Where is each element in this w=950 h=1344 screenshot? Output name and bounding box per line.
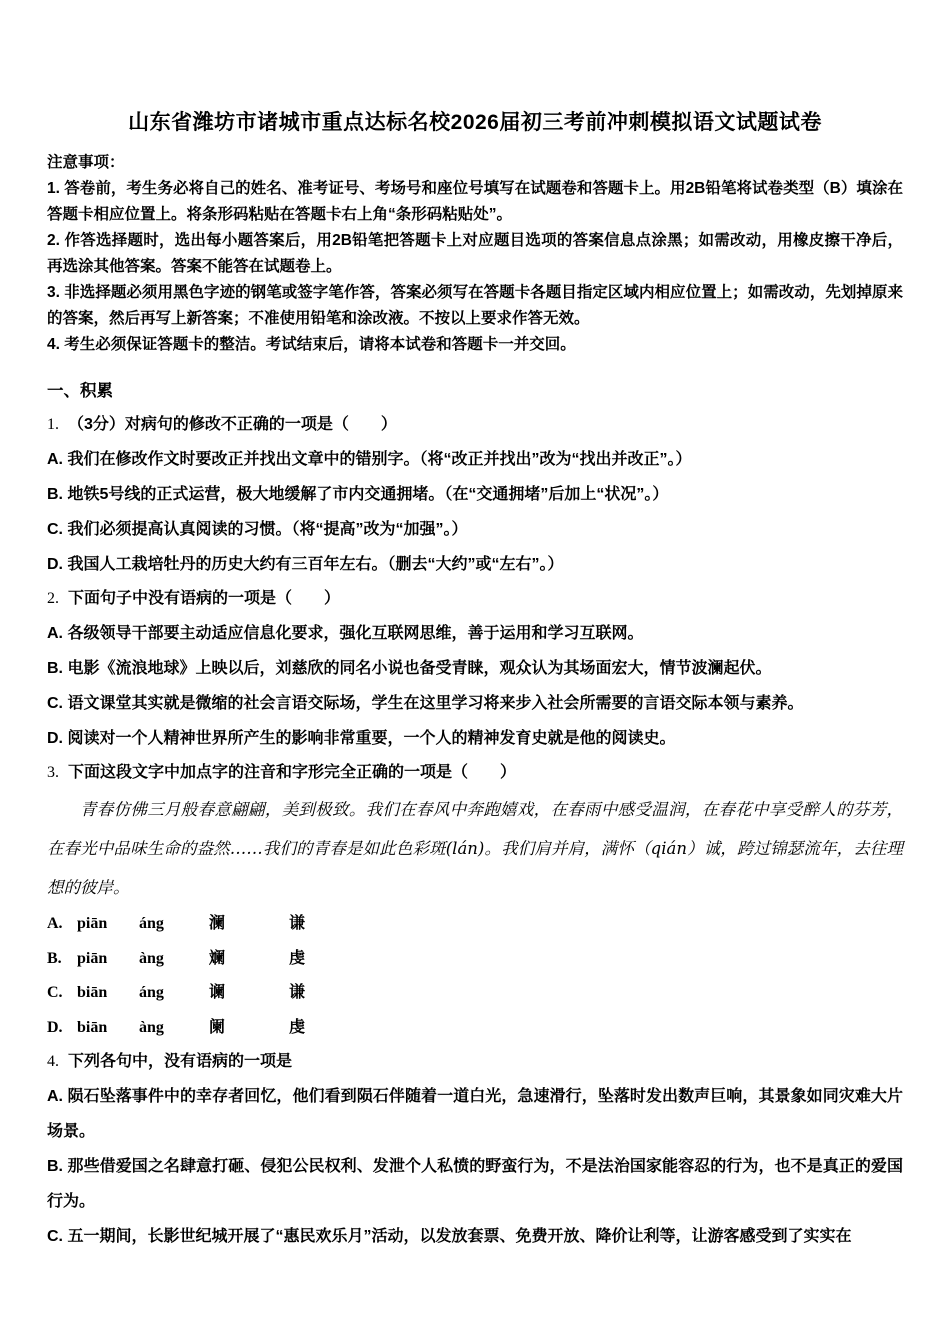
pinyin-col: biān (77, 984, 108, 1001)
option-letter: C. (47, 984, 63, 1001)
notice-item: 3. 非选择题必须用黑色字迹的钢笔或签字笔作答，答案必须写在答题卡各题目指定区域内相应位置上；如需改动，先划掉原来的答案，然后再写上新答案；不准使用铅笔和涂改液。不按以上要求作答无效。 (47, 284, 903, 327)
question-4-line (47, 1045, 903, 1079)
question-1-option-d: D. 我国人工栽培牡丹的历史大约有三百年左右。（删去“大约”或“左右”。） (47, 556, 564, 573)
question-1-line (47, 408, 903, 442)
question-number: 4. (47, 1053, 59, 1070)
pinyin-col: áng (139, 984, 164, 1001)
question-3-option-a (47, 907, 903, 942)
char-col: 虔 (289, 1018, 306, 1036)
option-letter: A. (47, 915, 63, 932)
question-text: 下面这段文字中加点字的注音和字形完全正确的一项是（ ） (68, 764, 517, 781)
question-4-option-a: A. 陨石坠落事件中的幸存者回忆，他们看到陨石伴随着一道白光，急速滑行，坠落时发出数声巨响，其景象如同灾难大片场景。 (47, 1088, 903, 1140)
question-4-option-b: B. 那些借爱国之名肆意打砸、侵犯公民权利、发泄个人私愤的野蛮行为，不是法治国家能容忍的行为，也不是真正的爱国行为。 (47, 1158, 903, 1210)
question-3 (47, 756, 903, 1045)
question-3-option-d (47, 1011, 903, 1046)
question-2-option-d: D. 阅读对一个人精神世界所产生的影响非常重要，一个人的精神发育史就是他的阅读史。 (47, 730, 676, 747)
question-2-line (47, 582, 903, 616)
pinyin-col: àng (139, 1018, 164, 1036)
notice-item: 1. 答卷前，考生务必将自己的姓名、准考证号、考场号和座位号填写在试题卷和答题卡上。用2B铅笔将试卷类型（B）填涂在答题卡相应位置上。将条形码粘贴在答题卡右上角“条形码粘贴处”。 (47, 180, 903, 223)
char-col: 澜 (209, 915, 226, 932)
page-title: 山东省潍坊市诸城市重点达标名校2026届初三考前冲刺模拟语文试题试卷 (128, 111, 822, 134)
question-3-option-b (47, 942, 903, 977)
char-col: 谦 (289, 984, 306, 1001)
question-1 (47, 408, 903, 582)
question-2 (47, 582, 903, 756)
pinyin-col: piān (77, 949, 108, 967)
question-4 (47, 1045, 903, 1254)
question-2-option-a: A. 各级领导干部要主动适应信息化要求，强化互联网思维，善于运用和学习互联网。 (47, 625, 644, 642)
question-number: 3. (47, 764, 59, 781)
notice-item: 2. 作答选择题时，选出每小题答案后，用2B铅笔把答题卡上对应题目选项的答案信息点涂黑；如需改动，用橡皮擦干净后，再选涂其他答案。答案不能答在试题卷上。 (47, 232, 903, 275)
char-col: 谦 (289, 915, 306, 932)
question-number: 2. (47, 590, 59, 607)
pinyin-col: piān (77, 915, 108, 932)
question-2-option-b: B. 电影《流浪地球》上映以后，刘慈欣的同名小说也备受青睐，观众认为其场面宏大，情节波澜起伏。 (47, 660, 772, 677)
question-3-option-c (47, 976, 903, 1011)
question-text: （3分）对病句的修改不正确的一项是（ ） (68, 416, 397, 433)
question-3-line (47, 756, 903, 790)
question-1-option-b: B. 地铁5号线的正式运营，极大地缓解了市内交通拥堵。（在“交通拥堵”后加上“状况”。） (47, 486, 669, 503)
pinyin-col: àng (139, 949, 164, 967)
char-col: 斓 (209, 949, 226, 967)
char-col: 虔 (289, 949, 306, 967)
question-1-option-c: C. 我们必须提高认真阅读的习惯。（将“提高”改为“加强”。） (47, 521, 468, 538)
option-letter: B. (47, 949, 62, 967)
question-number: 1. (47, 416, 59, 433)
notice-item: 4. 考生必须保证答题卡的整洁。考试结束后，请将本试卷和答题卡一并交回。 (47, 336, 576, 353)
pinyin-col: biān (77, 1018, 108, 1036)
option-letter: D. (47, 1018, 63, 1036)
pinyin-col: áng (139, 915, 164, 932)
question-2-option-c: C. 语文课堂其实就是微缩的社会言语交际场，学生在这里学习将来步入社会所需要的言语交际本领与素养。 (47, 695, 804, 712)
question-text: 下面句子中没有语病的一项是（ ） (68, 590, 341, 607)
question-text: 下列各句中，没有语病的一项是 (68, 1053, 293, 1070)
question-3-passage: 青春仿佛三月般春意翩翩，美到极致。我们在春风中奔跑嬉戏，在春雨中感受温润，在春花中享受醉人的芬芳，在春光中品味生命的盎然……我们的青春是如此色彩斑(lán)。我们肩并肩，满怀（qián）诚，跨过锦瑟流年，去往理想的彼岸。 (47, 800, 903, 897)
section-header-accumulation: 一、积累 (47, 382, 113, 400)
question-4-option-c: C. 五一期间，长影世纪城开展了“惠民欢乐月”活动，以发放套票、免费开放、降价让利等，让游客感受到了实实在 (47, 1228, 852, 1245)
notice-section (47, 150, 903, 358)
question-1-option-a: A. 我们在修改作文时要改正并找出文章中的错别字。（将“改正并找出”改为“找出并改正”。） (47, 451, 692, 468)
char-col: 谰 (209, 984, 226, 1001)
char-col: 阑 (209, 1018, 226, 1036)
notice-header: 注意事项： (47, 154, 125, 171)
